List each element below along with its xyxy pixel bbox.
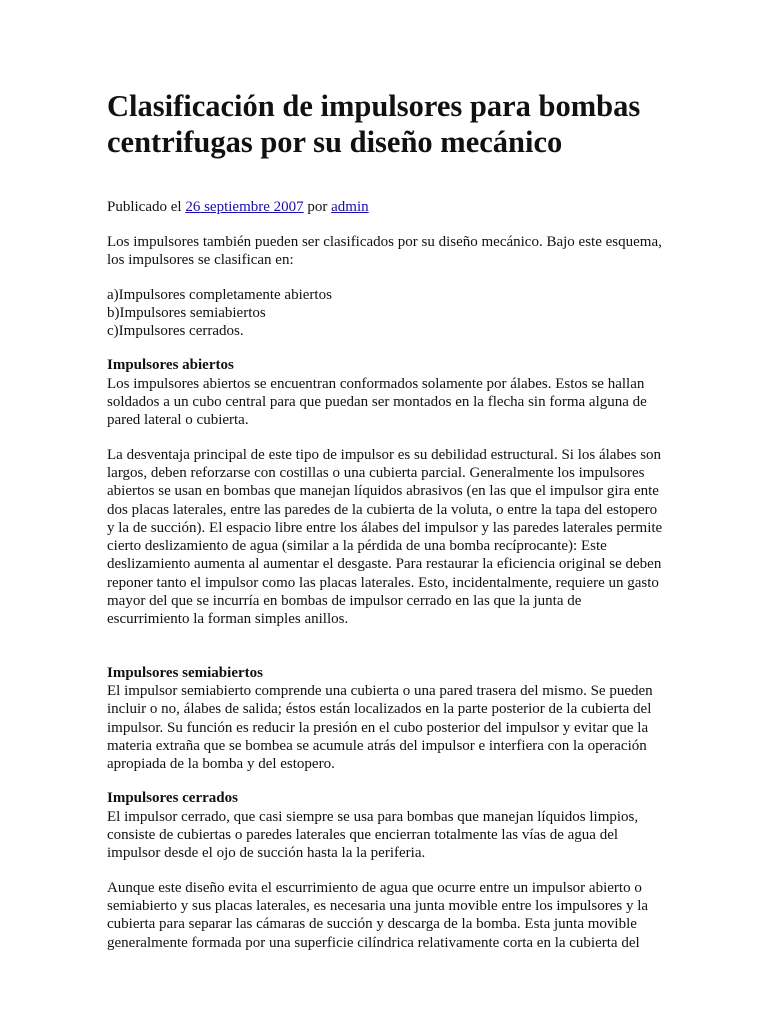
section-heading-semi: Impulsores semiabiertos — [107, 664, 263, 681]
by-label: por — [303, 199, 332, 215]
list-item: b)Impulsores semiabiertos — [107, 304, 266, 321]
section-heading-closed: Impulsores cerrados — [107, 790, 238, 807]
section-closed-p2: Aunque este diseño evita el escurrimiento de agua que ocurre entre un impulsor abierto o semiabierto y sus placas laterales, es necesaria una junta movible entre los impulsores y la cubierta para separar las cámaras de succión y descarga de la bomba. Esta junta movible generalmente formada por una superficie cilíndrica relativamente corta en la cubierta del — [107, 879, 649, 951]
section-open-p1 — [107, 356, 667, 429]
types-list — [107, 286, 667, 341]
published-prefix: Publicado el — [107, 199, 186, 215]
section-semi-p1 — [107, 664, 667, 774]
article — [107, 88, 667, 968]
section-closed-p1 — [107, 789, 667, 862]
post-date-link[interactable]: 26 septiembre 2007 — [185, 199, 304, 215]
section-semi-text-1: El impulsor semiabierto comprende una cubierta o una pared trasera del mismo. Se pueden incluir o no, álabes de salida; éstos están localizados en la parte posterior de la cubierta del impulsor. Su función es reducir la presión en el cubo posterior del impulsor y evitar que la materia extraña que se bombea se acumule atrás del impulsor e interfiera con la operación apropiada de la bomba y del estopero. — [107, 682, 653, 773]
intro-paragraph: Los impulsores también pueden ser clasificados por su diseño mecánico. Bajo este esquema, los impulsores se clasifican en: — [107, 234, 662, 269]
post-meta — [107, 198, 667, 217]
section-open-text-1: Los impulsores abiertos se encuentran conformados solamente por álabes. Estos se hallan soldados a un cubo central para que puedan ser montados en la flecha sin forma alguna de pared lateral o cubierta. — [107, 375, 647, 429]
list-item: c)Impulsores cerrados. — [107, 323, 244, 340]
section-closed-text-1: El impulsor cerrado, que casi siempre se usa para bombas que manejan líquidos limpios, consiste de cubiertas o paredes laterales que encierran totalmente las vías de agua del impulsor desde el ojo de succión hasta la la periferia. — [107, 808, 639, 862]
author-link[interactable]: admin — [331, 199, 369, 215]
section-open-p2: La desventaja principal de este tipo de impulsor es su debilidad estructural. Si los álabes son largos, deben reforzarse con costillas o una cubierta parcial. Generalmente los impulsores abiertos se usan en bombas que manejan líquidos abrasivos (en las que el impulsor gira ente dos placas laterales, entre las paredes de la cubierta de la voluta, o entre la tapa del estopero y la de succión). El espacio libre entre los álabes del impulsor y las paredes laterales permite cierto deslizamiento de agua (similar a la pérdida de una bomba recíprocante): Este deslizamiento aumenta al aumentar el desgaste. Para restaurar la eficiencia original se deben reponer tanto el impulsor como las placas laterales. Esto, incidentalmente, requiere un gasto mayor del que se incurría en bombas de impulsor cerrado en las que la junta de escurrimiento la forman simples anillos. — [107, 446, 663, 628]
section-heading-open: Impulsores abiertos — [107, 357, 234, 374]
page-title: Clasificación de impulsores para bombas centrifugas por su diseño mecánico — [107, 89, 641, 159]
list-item: a)Impulsores completamente abiertos — [107, 286, 332, 303]
